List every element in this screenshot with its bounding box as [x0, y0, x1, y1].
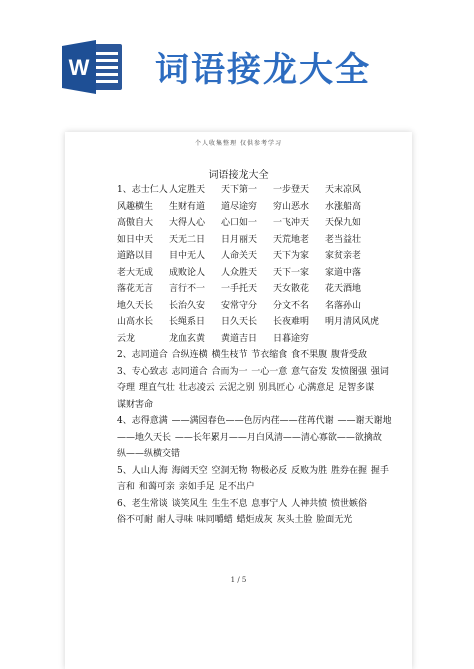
top-banner [0, 0, 474, 120]
idiom-cell: 成败论人 [169, 267, 206, 278]
idiom-cell: 大得人心 [169, 218, 206, 228]
idiom-cell: 一步登天 [273, 185, 310, 195]
text-line: ——地久天长 ——长年累月——月白风清——清心寡欲——欲擒故 [117, 432, 382, 443]
document-page [65, 132, 412, 669]
text-line: 6、老生常谈 谈笑风生 生生不息 息事宁人 人神共愤 愤世嫉俗 [117, 498, 368, 509]
grid-row [117, 314, 380, 331]
idiom-grid [117, 182, 380, 347]
idiom-cell: 山高水长 [117, 317, 154, 327]
idiom-cell: 老大无成 [117, 267, 154, 278]
idiom-cell: 长绳系日 [169, 317, 206, 327]
idiom-cell: 家贫亲老 [325, 251, 362, 261]
idiom-cell: 人命关天 [221, 251, 258, 261]
idiom-cell: 心口如一 [221, 218, 258, 228]
text-line: 2、志同道合 合纵连横 横生枝节 节衣缩食 食不果腹 腹背受敌 [117, 350, 368, 360]
idiom-cell: 1、志士仁人 [117, 185, 168, 195]
grid-row [117, 248, 377, 265]
text-line: 5、人山人海 海阔天空 空洞无物 物极必反 反败为胜 胜券在握 握手 [117, 465, 389, 476]
grid-row [117, 199, 377, 216]
idiom-cell: 一手托天 [221, 284, 258, 294]
idiom-cell: 生财有道 [169, 201, 206, 212]
page-number: 1 / 5 [230, 576, 247, 584]
idiom-cell: 一飞冲天 [273, 218, 310, 228]
idiom-cell: 天保九如 [325, 218, 362, 228]
idiom-cell: 人众胜天 [221, 267, 258, 278]
word-logo-letter: W [68, 55, 90, 80]
grid-row [117, 331, 377, 348]
idiom-cell: 龙血玄黄 [169, 333, 206, 344]
idiom-cell: 分文不名 [273, 300, 310, 311]
text-line: 俗不可耐 耐人寻味 味同嚼蜡 蜡炬成灰 灰头土脸 脸面无光 [117, 515, 353, 525]
idiom-cell: 穷山恶水 [273, 201, 310, 212]
idiom-cell: 如日中天 [117, 234, 154, 245]
idiom-cell: 天下为家 [273, 251, 310, 261]
idiom-cell: 长夜难明 [273, 317, 310, 327]
idiom-cell: 天下第一 [221, 185, 258, 195]
page-header: 个人收集整理 仅供参考学习 [195, 140, 282, 147]
idiom-cell: 道路以目 [117, 251, 154, 261]
grid-row [117, 182, 377, 199]
idiom-cell: 落花无言 [117, 284, 154, 294]
document-content [117, 182, 392, 529]
text-line: 3、专心致志 志同道合 合而为一 一心一意 意气奋发 发愤图强 强词 [117, 366, 389, 377]
idiom-cell: 天下一家 [273, 267, 310, 278]
idiom-cell: 天女散花 [273, 284, 310, 294]
idiom-cell [325, 331, 377, 348]
text-line: 言和 和蔼可亲 亲如手足 足不出户 [117, 482, 255, 492]
idiom-cell: 老当益壮 [325, 234, 362, 245]
idiom-cell: 天末凉风 [325, 185, 362, 195]
idiom-cell: 高傲自大 [117, 218, 154, 228]
idiom-cell: 安常守分 [221, 300, 258, 311]
grid-row [117, 215, 377, 232]
grid-row [117, 281, 377, 298]
grid-row [117, 265, 377, 282]
grid-row [117, 232, 377, 249]
page-title: 词语接龙大全 [208, 170, 269, 181]
grid-row [117, 298, 377, 315]
banner-title: 词语接龙大全 [155, 50, 371, 90]
idiom-cell: 言行不一 [169, 284, 206, 294]
text-line: 谋财害命 [117, 399, 154, 410]
idiom-cell: 花天酒地 [325, 284, 362, 294]
idiom-cell: 日暮途穷 [273, 333, 310, 344]
idiom-cell: 天荒地老 [273, 234, 310, 245]
idiom-cell: 家道中落 [325, 267, 362, 278]
idiom-cell: 名落孙山 [325, 300, 362, 311]
idiom-cell: 人定胜天 [169, 185, 206, 195]
idiom-cell: 日月丽天 [221, 234, 258, 245]
idiom-cell: 目中无人 [169, 251, 206, 261]
word-logo-icon [62, 38, 124, 96]
text-line: 纵——纵横交错 [117, 449, 181, 459]
idiom-cell: 道尽途穷 [221, 201, 258, 212]
idiom-cell: 水涨船高 [325, 201, 362, 212]
idiom-cell: 天无二日 [169, 234, 206, 245]
idiom-cell: 明月清风风虎 [325, 317, 380, 327]
idiom-cell: 长治久安 [169, 300, 206, 311]
idiom-cell: 云龙 [117, 333, 136, 344]
idiom-cell: 黄道吉日 [221, 333, 258, 344]
idiom-cell: 风趣横生 [117, 201, 154, 212]
text-line: 夺理 理直气壮 壮志凌云 云泥之别 别具匠心 心满意足 足智多谋 [117, 383, 375, 393]
text-line: 4、志得意满 ——满园春色——色厉内荏——荏苒代谢 ——谢天谢地 [117, 416, 392, 426]
idiom-cell: 地久天长 [117, 300, 154, 311]
idiom-cell: 日久天长 [221, 317, 258, 327]
